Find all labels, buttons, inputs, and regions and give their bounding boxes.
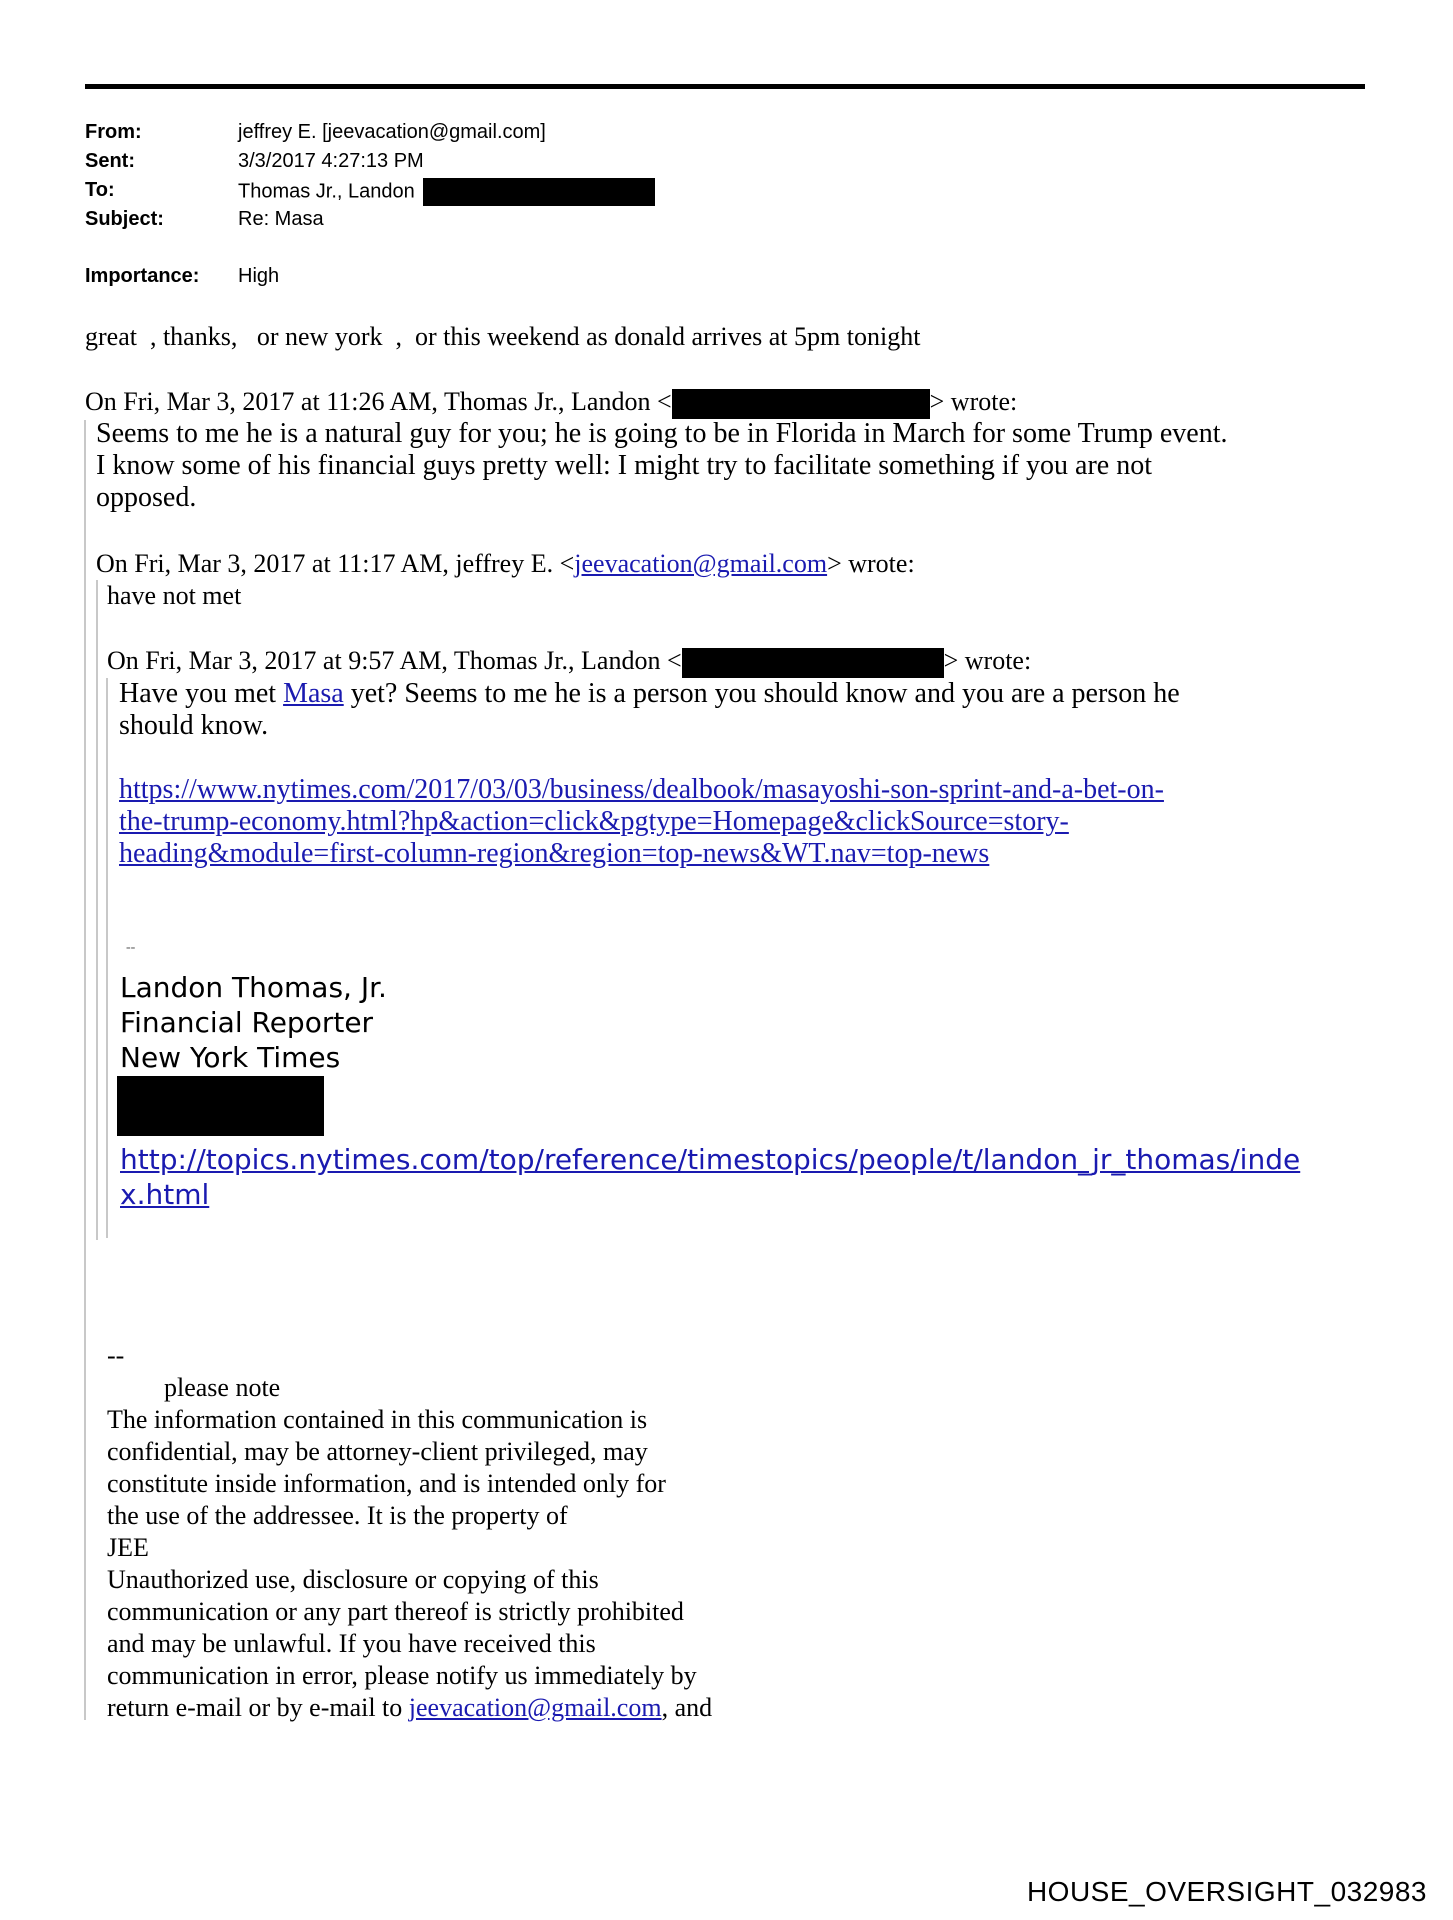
quote3-header-post: > wrote:	[943, 646, 1032, 675]
quote1-line: I know some of his financial guys pretty well: I might try to facilitate something if you are not	[96, 450, 1152, 481]
quote1-line: opposed.	[96, 482, 197, 513]
disclaimer-line: the use of the addressee. It is the property of	[107, 1501, 568, 1530]
disclaimer-line: and may be unlawful. If you have received this	[107, 1629, 596, 1658]
masa-link[interactable]: Masa	[283, 678, 344, 709]
disclaimer-line: JEE	[107, 1533, 149, 1562]
redaction-bar	[423, 178, 655, 206]
to-value: Thomas Jr., Landon	[238, 180, 415, 203]
nyt-article-link-line[interactable]: https://www.nytimes.com/2017/03/03/business/dealbook/masayoshi-son-sprint-and-a-bet-on-	[119, 774, 1164, 805]
quote2-email-link[interactable]: jeevacation@gmail.com	[574, 549, 828, 578]
quote-bar-level3	[106, 678, 108, 1238]
subject-value: Re: Masa	[238, 208, 324, 230]
quote2-header-pre: On Fri, Mar 3, 2017 at 11:17 AM, jeffrey E. <	[96, 549, 575, 578]
disclaimer-last-line	[107, 1692, 712, 1724]
quote2-header-post: > wrote:	[827, 549, 915, 578]
document-id: HOUSE_OVERSIGHT_032983	[1026, 1876, 1427, 1907]
importance-value: High	[238, 265, 280, 287]
to-label: To:	[85, 179, 115, 201]
sent-label: Sent:	[85, 150, 135, 172]
quote3-header-pre: On Fri, Mar 3, 2017 at 9:57 AM, Thomas Jr., Landon <	[107, 646, 682, 675]
quote-bar-level1	[84, 420, 86, 1720]
subject-label: Subject:	[85, 208, 164, 230]
to-value-wrap	[238, 178, 655, 206]
quote2-text: have not met	[107, 581, 242, 610]
disclaimer-line: constitute inside information, and is intended only for	[107, 1469, 666, 1498]
quote3-line1-post: yet? Seems to me he is a person you should know and you are a person he	[343, 678, 1180, 709]
quote1-line: Seems to me he is a natural guy for you; he is going to be in Florida in March for some Trump event.	[96, 418, 1228, 449]
quote3-line1	[119, 678, 1180, 710]
nyt-article-link-line[interactable]: heading&module=first-column-region&region=top-news&WT.nav=top-news	[119, 838, 990, 869]
disclaimer-line: communication or any part thereof is strictly prohibited	[107, 1597, 684, 1626]
redaction-bar	[672, 389, 930, 419]
topics-link-line[interactable]: http://topics.nytimes.com/top/reference/timestopics/people/t/landon_jr_thomas/inde	[120, 1143, 1301, 1176]
signature-org: New York Times	[120, 1041, 341, 1074]
signature-name: Landon Thomas, Jr.	[120, 971, 387, 1004]
from-value: jeffrey E. [jeevacation@gmail.com]	[238, 121, 546, 143]
quote3-line2: should know.	[119, 710, 269, 741]
please-note: please note	[164, 1373, 281, 1402]
redaction-block	[117, 1076, 324, 1136]
disclaimer-line: The information contained in this communication is	[107, 1405, 648, 1434]
disclaimer-line: communication in error, please notify us immediately by	[107, 1661, 697, 1690]
top-rule	[85, 84, 1365, 89]
from-label: From:	[85, 121, 142, 143]
quote1-header	[85, 386, 1017, 419]
redaction-bar	[682, 648, 944, 678]
signature-title: Financial Reporter	[120, 1006, 374, 1039]
nyt-article-link-line[interactable]: the-trump-economy.html?hp&action=click&pgtype=Homepage&clickSource=story-	[119, 806, 1069, 837]
topics-link-line[interactable]: x.html	[120, 1178, 210, 1211]
disclaimer-line: Unauthorized use, disclosure or copying of this	[107, 1565, 599, 1594]
sent-value: 3/3/2017 4:27:13 PM	[238, 150, 424, 172]
quote3-line1-pre: Have you met	[119, 678, 284, 709]
disclaimer-last-post: , and	[661, 1693, 713, 1722]
signature-dashes: --	[126, 940, 136, 955]
quote2-header	[96, 548, 915, 580]
quote-bar-level2	[96, 580, 98, 1240]
quote1-header-post: > wrote:	[929, 387, 1018, 416]
disclaimer-last-pre: return e-mail or by e-mail to	[107, 1693, 409, 1722]
importance-label: Importance:	[85, 265, 200, 287]
reply-text: great , thanks, or new york , or this weekend as donald arrives at 5pm tonight	[85, 322, 921, 351]
disclaimer-line: confidential, may be attorney-client privileged, may	[107, 1437, 648, 1466]
disclaimer-dashes: --	[107, 1341, 125, 1370]
disclaimer-email-link[interactable]: jeevacation@gmail.com	[408, 1693, 662, 1722]
quote3-header	[107, 645, 1031, 678]
quote1-header-pre: On Fri, Mar 3, 2017 at 11:26 AM, Thomas Jr., Landon <	[85, 387, 672, 416]
